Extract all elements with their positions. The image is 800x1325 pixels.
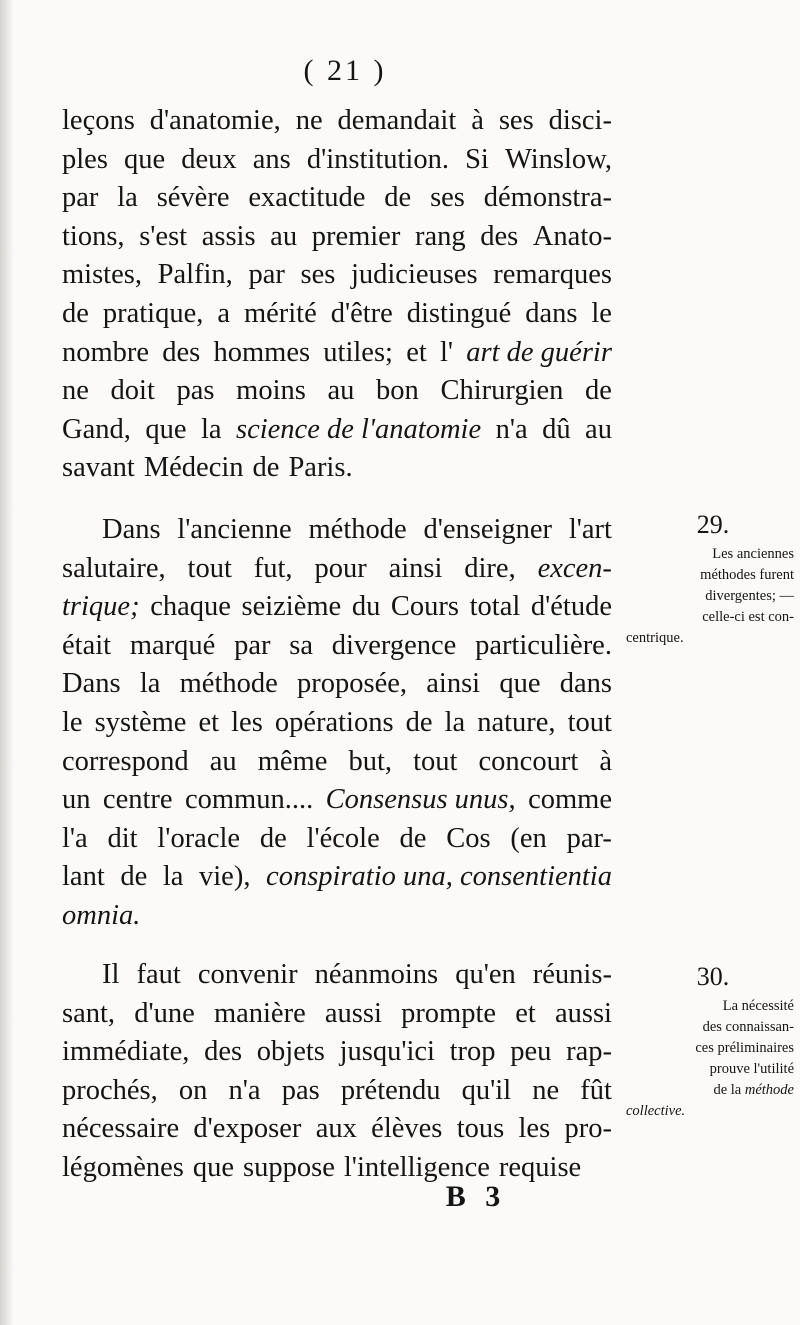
paragraph bbox=[62, 102, 612, 488]
word: d'anatomie, bbox=[149, 105, 281, 136]
word: au bbox=[270, 220, 298, 252]
text-line bbox=[62, 1149, 612, 1188]
word: vie), bbox=[199, 861, 251, 893]
text-line bbox=[62, 665, 612, 704]
word: l'art bbox=[568, 514, 612, 545]
word: des bbox=[204, 1036, 243, 1068]
word: comme bbox=[528, 784, 612, 816]
text-line bbox=[62, 218, 612, 257]
text-line bbox=[62, 256, 612, 295]
text-line bbox=[62, 820, 612, 859]
word: rang bbox=[414, 220, 466, 252]
word: et bbox=[406, 336, 427, 368]
word: ainsi bbox=[426, 668, 481, 700]
word: du bbox=[351, 591, 381, 623]
word: pratique, bbox=[102, 297, 204, 329]
word: néanmoins bbox=[314, 959, 439, 990]
word: tout bbox=[187, 552, 232, 584]
word: le bbox=[591, 297, 612, 329]
text-line bbox=[62, 1110, 612, 1149]
margin-note-line: ces préliminaires bbox=[695, 1040, 794, 1056]
word: mistes, bbox=[62, 259, 142, 291]
margin-note-line: centrique. bbox=[626, 630, 684, 646]
text-line bbox=[62, 179, 612, 218]
word: dans bbox=[559, 668, 612, 700]
word: jusqu'ici bbox=[339, 1036, 435, 1068]
word: l'ancienne bbox=[177, 514, 292, 545]
word: particulière. bbox=[475, 629, 612, 661]
word: demandait bbox=[337, 105, 457, 136]
word: trique; bbox=[62, 591, 140, 623]
word: doit bbox=[110, 375, 155, 407]
word: hommes bbox=[213, 336, 311, 368]
word: l' bbox=[439, 336, 454, 368]
word: pour bbox=[314, 552, 367, 584]
signature-mark: B 3 bbox=[445, 1180, 507, 1213]
word: tions, bbox=[62, 220, 125, 252]
word: ses bbox=[430, 182, 465, 214]
word: faut bbox=[136, 959, 181, 990]
word: but, bbox=[348, 745, 392, 777]
word: l'école bbox=[306, 822, 380, 854]
word: pas bbox=[281, 1074, 320, 1106]
word: qu'en bbox=[455, 959, 516, 990]
word: suppose bbox=[243, 1151, 335, 1183]
word: la bbox=[162, 861, 184, 893]
text-line bbox=[62, 897, 612, 936]
word: que bbox=[145, 413, 187, 445]
text-line bbox=[62, 743, 612, 782]
word: tous bbox=[456, 1113, 505, 1145]
word: manière bbox=[213, 997, 306, 1029]
word: méthode bbox=[308, 514, 407, 545]
margin-note-line: divergentes; — bbox=[705, 588, 794, 604]
word: proposée, bbox=[297, 668, 408, 700]
word: Dans bbox=[102, 514, 161, 545]
word: des bbox=[480, 220, 519, 252]
word: assis bbox=[201, 220, 256, 252]
word: méthode bbox=[179, 668, 278, 700]
word: par- bbox=[566, 822, 612, 854]
text-line bbox=[62, 1072, 612, 1111]
word: nature, bbox=[477, 706, 556, 738]
word: omnia. bbox=[62, 899, 141, 931]
word: dans bbox=[525, 297, 578, 329]
word: peu bbox=[510, 1036, 552, 1068]
text-line bbox=[62, 995, 612, 1034]
margin-note-line: Les anciennes bbox=[712, 546, 794, 562]
text-line bbox=[62, 334, 612, 373]
text-line bbox=[62, 858, 612, 897]
word: de bbox=[585, 375, 612, 407]
word: ses bbox=[300, 259, 336, 291]
word: pas bbox=[176, 375, 215, 407]
word: a bbox=[217, 297, 230, 329]
word: d'être bbox=[330, 297, 393, 329]
margin-note-line: prouve l'utilité bbox=[709, 1061, 794, 1077]
word: l'oracle bbox=[157, 822, 241, 854]
word: fût bbox=[580, 1074, 612, 1106]
margin-note bbox=[622, 508, 794, 649]
word: chaque bbox=[150, 591, 231, 623]
text-line bbox=[62, 102, 612, 141]
word: immédiate, bbox=[62, 1036, 190, 1068]
word: que bbox=[499, 668, 541, 700]
word: un bbox=[62, 784, 91, 816]
word: au bbox=[585, 413, 612, 445]
margin-note-line: de la méthode bbox=[713, 1082, 794, 1098]
text-line bbox=[62, 956, 612, 995]
word: centre bbox=[102, 784, 173, 816]
paragraph bbox=[62, 511, 612, 936]
word: lant bbox=[62, 861, 105, 893]
text-line bbox=[62, 411, 612, 450]
word: d'une bbox=[134, 997, 195, 1029]
word: disci- bbox=[548, 105, 612, 136]
word: leçons bbox=[62, 105, 135, 136]
word: rap- bbox=[566, 1036, 612, 1068]
word: requise bbox=[498, 1151, 582, 1183]
word: ainsi bbox=[388, 552, 443, 584]
word: ne bbox=[62, 375, 89, 407]
margin-note-line: La nécessité bbox=[722, 998, 794, 1014]
word: sant, bbox=[62, 997, 116, 1029]
word: les bbox=[231, 706, 263, 738]
word: Il bbox=[102, 959, 120, 990]
word: ne bbox=[295, 105, 323, 136]
margin-note-number: 30. bbox=[696, 962, 730, 991]
word: nombre bbox=[62, 336, 150, 368]
word: de bbox=[120, 861, 148, 893]
word: aux bbox=[315, 1113, 357, 1145]
word: objets bbox=[256, 1036, 325, 1068]
word: ans bbox=[252, 143, 291, 175]
word: au bbox=[327, 375, 355, 407]
word: aussi bbox=[554, 997, 612, 1029]
word: excen- bbox=[537, 552, 612, 584]
word: l'a bbox=[62, 822, 88, 854]
word: deux bbox=[181, 143, 237, 175]
word: (en bbox=[510, 822, 547, 854]
word: par bbox=[234, 629, 271, 661]
word: et bbox=[198, 706, 220, 738]
word: que bbox=[192, 1151, 235, 1183]
paragraph bbox=[62, 956, 612, 1188]
word: la bbox=[200, 413, 222, 445]
word: aussi bbox=[324, 997, 382, 1029]
word: dit bbox=[107, 822, 138, 854]
word: le bbox=[62, 706, 83, 738]
word: de bbox=[252, 452, 280, 484]
word: de bbox=[384, 182, 412, 214]
word: Anato- bbox=[532, 220, 612, 252]
word: sa bbox=[289, 629, 314, 661]
word: convenir bbox=[197, 959, 298, 990]
word: correspond bbox=[62, 745, 189, 777]
word: n'a bbox=[228, 1074, 261, 1106]
text-line bbox=[62, 372, 612, 411]
word: la bbox=[117, 182, 138, 214]
word: art de guérir bbox=[466, 336, 612, 368]
word: marqué bbox=[129, 629, 216, 661]
word: s'est bbox=[139, 220, 188, 252]
word: Cours bbox=[390, 591, 460, 623]
word: d'enseigner bbox=[423, 514, 553, 545]
text-line bbox=[62, 295, 612, 334]
word: bon bbox=[376, 375, 419, 407]
margin-note-line: celle-ci est con- bbox=[702, 609, 794, 625]
margin-note-line: collective. bbox=[626, 1103, 686, 1119]
word: les bbox=[518, 1113, 551, 1145]
word: opérations bbox=[274, 706, 394, 738]
word: pro- bbox=[564, 1113, 612, 1145]
word: tout bbox=[413, 745, 458, 777]
word: prompte bbox=[401, 997, 497, 1029]
text-line bbox=[62, 141, 612, 180]
word: premier bbox=[311, 220, 401, 252]
word: prétendu bbox=[340, 1074, 441, 1106]
word: conspiratio una, consentientia bbox=[266, 861, 612, 893]
word: exactitude bbox=[248, 182, 366, 214]
page-number: ( 21 ) bbox=[303, 54, 387, 87]
word: ne bbox=[532, 1074, 560, 1106]
word: moins bbox=[236, 375, 306, 407]
word: démonstra- bbox=[483, 182, 612, 214]
margin-note-line: des connaissan- bbox=[702, 1019, 794, 1035]
text-line bbox=[62, 704, 612, 743]
word: par bbox=[62, 182, 99, 214]
word: d'institution. bbox=[306, 143, 449, 175]
word: d'exposer bbox=[193, 1113, 302, 1145]
margin-note-line: méthodes furent bbox=[700, 567, 794, 583]
word: par bbox=[248, 259, 285, 291]
word: total bbox=[469, 591, 521, 623]
text-line bbox=[62, 511, 612, 550]
word: judicieuses bbox=[350, 259, 478, 291]
word: savant bbox=[62, 452, 135, 484]
word: Paris. bbox=[288, 452, 353, 484]
word: divergence bbox=[331, 629, 457, 661]
word: d'étude bbox=[530, 591, 612, 623]
word: on bbox=[178, 1074, 208, 1106]
text-line bbox=[62, 781, 612, 820]
word: Palfin, bbox=[157, 259, 233, 291]
word: Winslow, bbox=[504, 143, 612, 175]
word: au bbox=[209, 745, 237, 777]
word: à bbox=[471, 105, 484, 136]
word: prochés, bbox=[62, 1074, 158, 1106]
word: de bbox=[62, 297, 89, 329]
word: à bbox=[599, 745, 612, 777]
word: dire, bbox=[464, 552, 516, 584]
word: science de l'anatomie bbox=[236, 413, 482, 445]
word: et bbox=[515, 997, 536, 1029]
word: commun.... bbox=[184, 784, 314, 816]
word: la bbox=[139, 668, 161, 700]
word: des bbox=[162, 336, 201, 368]
word: qu'il bbox=[461, 1074, 512, 1106]
word: n'a bbox=[495, 413, 528, 445]
word: seizième bbox=[241, 591, 342, 623]
word: ples bbox=[62, 143, 108, 175]
word: Médecin bbox=[143, 452, 244, 484]
word: sévère bbox=[156, 182, 230, 214]
word: Gand, bbox=[62, 413, 131, 445]
page-edge-shadow bbox=[0, 0, 14, 1325]
word: mérité bbox=[243, 297, 317, 329]
word: trop bbox=[449, 1036, 496, 1068]
word: la bbox=[444, 706, 466, 738]
text-line bbox=[62, 588, 612, 627]
word: réunis- bbox=[532, 959, 612, 990]
word: était bbox=[62, 629, 112, 661]
word: élèves bbox=[371, 1113, 443, 1145]
word: légomènes bbox=[62, 1151, 184, 1183]
word: Cos bbox=[446, 822, 491, 854]
word: tout bbox=[567, 706, 612, 738]
word: nécessaire bbox=[62, 1113, 180, 1145]
margin-note-number: 29. bbox=[696, 510, 730, 539]
word: ses bbox=[498, 105, 534, 136]
word: Consensus unus, bbox=[325, 784, 516, 816]
word: utiles; bbox=[323, 336, 393, 368]
word: l'intelligence bbox=[343, 1151, 490, 1183]
word: de bbox=[399, 822, 427, 854]
word: Si bbox=[465, 143, 489, 175]
text-line bbox=[62, 449, 612, 488]
word: que bbox=[124, 143, 166, 175]
word: système bbox=[94, 706, 187, 738]
word: salutaire, bbox=[62, 552, 166, 584]
word: fut, bbox=[253, 552, 293, 584]
word: dû bbox=[542, 413, 571, 445]
margin-note bbox=[622, 960, 794, 1122]
word: concourt bbox=[478, 745, 579, 777]
text-line bbox=[62, 550, 612, 589]
text-line bbox=[62, 627, 612, 666]
word: de bbox=[259, 822, 287, 854]
word: Dans bbox=[62, 668, 121, 700]
word: Chirurgien bbox=[440, 375, 564, 407]
text-line bbox=[62, 1033, 612, 1072]
word: remarques bbox=[493, 259, 612, 291]
word: même bbox=[257, 745, 328, 777]
word: distingué bbox=[406, 297, 512, 329]
word: de bbox=[405, 706, 433, 738]
